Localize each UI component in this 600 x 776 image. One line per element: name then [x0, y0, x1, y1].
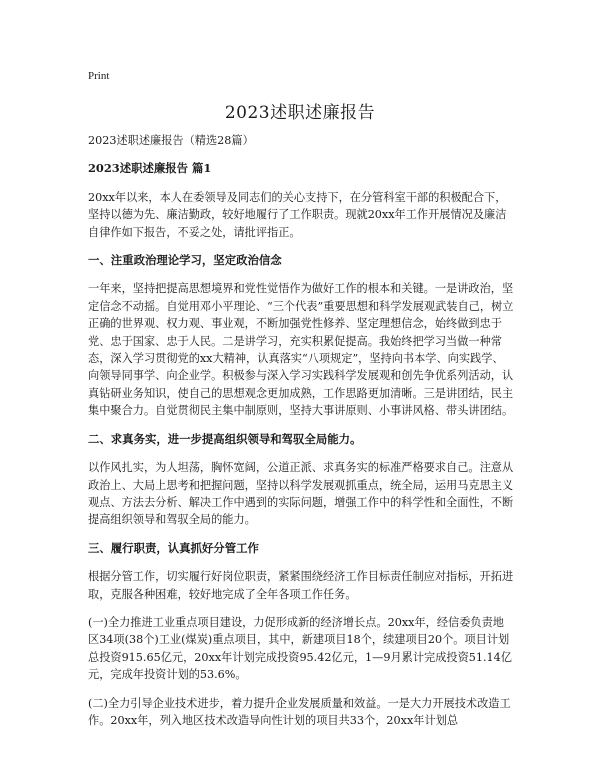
section-1-heading: 一、注重政治理论学习，坚定政治信念 — [88, 253, 282, 268]
item-1-paragraph: (一)全力推进工业重点项目建设，力促形成新的经济增长点。20xx年，经信委负责地区34项(38个)工业(煤炭)重点项目，其中，新建项目18个，续建项目20个。项目计划总投资915.65亿元，20xx年计划完成投资95.42亿元，1—9月累计完成投资51.14亿元，完成年投资计划的53.6%。 — [88, 615, 512, 682]
document-subtitle: 2023述职述廉报告（精选28篇） — [88, 134, 254, 147]
print-link[interactable]: Print — [88, 70, 110, 82]
document-title: 2023述职述廉报告 — [224, 103, 376, 123]
section-2-heading: 二、求真务实，进一步提高组织领导和驾驭全局能力。 — [88, 431, 362, 446]
intro-paragraph: 20xx年以来，本人在委领导及同志们的关心支持下，在分管科室干部的积极配合下，坚持以德为先、廉洁勤政，较好地履行了工作职责。现就20xx年工作开展情况及廉洁自律作如下报告，不妥之处，请批评指正。 — [88, 190, 507, 239]
section-2-paragraph: 以作风扎实，为人坦荡，胸怀宽阔，公道正派、求真务实的标准严格要求自己。注意从政治上、大局上思考和把握问题，坚持以科学发展观抓重点，统全局，运用马克思主义观点、方法去分析、解决工作中遇到的实际问题，增强工作中的科学性和全面性，不断提高组织领导和驾驭全局的能力。 — [88, 461, 514, 527]
section-3-heading: 三、履行职责，认真抓好分管工作 — [88, 540, 259, 555]
section-1-paragraph: 一年来，坚持把提高思想境界和党性觉悟作为做好工作的根本和关键。一是讲政治，坚定信念不动摇。自觉用邓小平理论、“三个代表”重要思想和科学发展观武装自己，树立正确的世界观、权力观、事业观，不断加强党性修养、坚定理想信念，始终做到忠于党、忠于国家、忠于人民。二是讲学习，充实积累促提高。我始终把学习当做一种常态，深入学习贯彻党的xx大精神，认真落实“八项规定”，坚持向书本学、向实践学、向领导同事学、向企业学。积极参与深入学习实践科学发展观和创先争优系列活动，认真钻研业务知识，使自己的思想观念更加成熟，工作思路更加清晰。三是讲团结，民主集中聚合力。自觉贯彻民主集中制原则，坚持大事讲原则、小事讲风格、带头讲团结。 — [88, 282, 514, 418]
document-body — [88, 132, 514, 740]
article-heading: 2023述职述廉报告 篇1 — [88, 161, 212, 176]
section-3-paragraph: 根据分管工作，切实履行好岗位职责，紧紧围绕经济工作目标责任制应对指标，开拓进取，克服各种困难，较好地完成了全年各项工作任务。 — [88, 570, 514, 601]
item-2-paragraph: (二)全力引导企业技术进步，着力提升企业发展质量和效益。一是大力开展技术改造工作。20xx年，列入地区技术改造导向性计划的项目共33个，20xx年计划总 — [88, 696, 511, 727]
